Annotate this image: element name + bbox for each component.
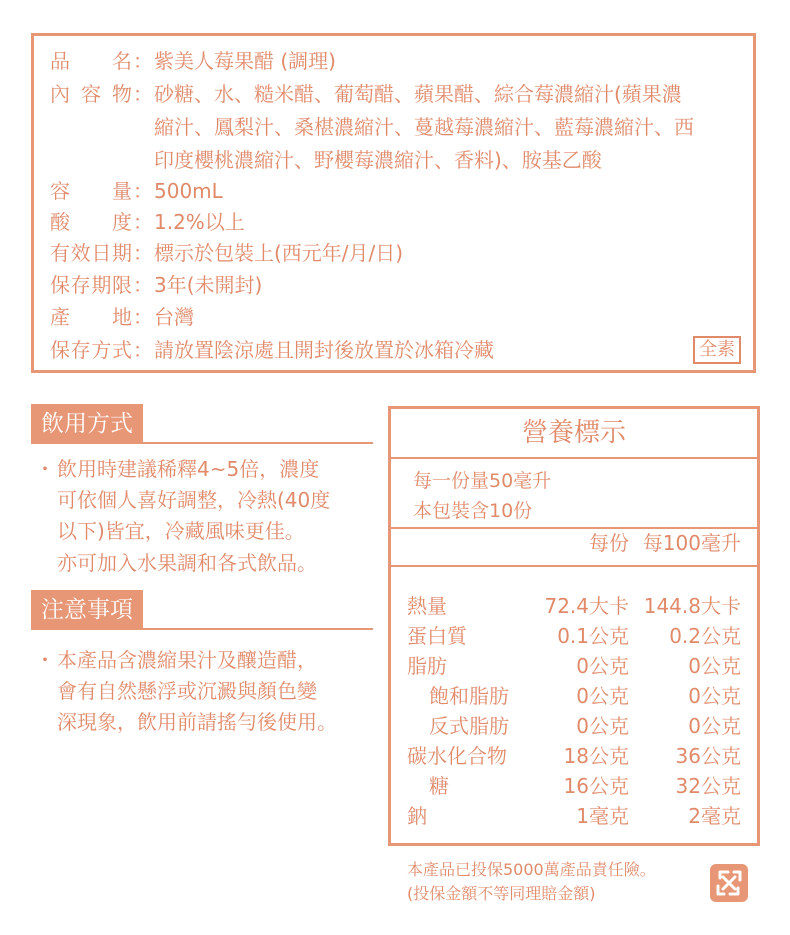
notes-section-title: 注意事項: [31, 590, 143, 630]
nutrient-name: 糖: [429, 774, 449, 798]
notes-line-3: [35, 707, 337, 738]
usage-line-2: [35, 485, 330, 516]
expiry-label: 有效日期: [50, 241, 132, 265]
per-100ml-value: 0公克: [688, 684, 741, 708]
nutrition-row: [391, 771, 757, 801]
notes-text-3: 深現象，飲用前請搖勻後使用。: [57, 710, 337, 734]
nutrition-facts-box: [388, 406, 760, 846]
column-per-serving: 每份: [589, 531, 629, 555]
nutrition-row: [391, 651, 757, 681]
nutrition-row: [391, 621, 757, 651]
nutrient-name: 鈉: [407, 804, 427, 828]
per-serving-value: 16公克: [563, 774, 629, 798]
bullet: ・: [35, 648, 55, 672]
product-info-box: [31, 33, 756, 373]
name-label: 品名: [50, 49, 132, 73]
per-100ml-value: 0公克: [688, 654, 741, 678]
colon: ：: [133, 210, 153, 234]
info-row-shelf-life: [50, 270, 262, 300]
usage-text-4: 亦可加入水果調和各式飲品。: [57, 551, 317, 575]
nutrient-name: 飽和脂肪: [429, 684, 509, 708]
servings-per-package: 本包裝含10份: [413, 500, 533, 522]
acidity-value: 1.2%以上: [154, 210, 245, 234]
origin-value: 台灣: [154, 305, 194, 329]
colon: ：: [133, 305, 153, 329]
column-per-100ml: 每100毫升: [642, 531, 741, 555]
acidity-label: 酸度: [50, 210, 132, 234]
info-row-storage: [50, 335, 494, 365]
nutrient-name: 反式脂肪: [429, 714, 509, 738]
bullet: ・: [35, 457, 55, 481]
usage-divider: [31, 442, 373, 444]
usage-text-3: 以下)皆宜，冷藏風味更佳。: [57, 519, 305, 543]
notes-line-1: [35, 645, 317, 676]
ingredients-line-3: 印度櫻桃濃縮汁、野櫻莓濃縮汁、香料)、胺基乙酸: [154, 148, 602, 172]
nutrition-divider: [391, 457, 757, 459]
per-serving-value: 0公克: [576, 714, 629, 738]
colon: ：: [133, 273, 153, 297]
volume-value: 500mL: [154, 179, 223, 203]
nutrition-row: [391, 591, 757, 621]
per-serving-value: 0.1公克: [557, 624, 629, 648]
storage-label: 保存方式: [50, 338, 132, 362]
origin-label: 產地: [50, 305, 132, 329]
per-100ml-value: 2毫克: [688, 804, 741, 828]
per-100ml-value: 0.2公克: [669, 624, 741, 648]
nutrient-name: 碳水化合物: [407, 744, 507, 768]
recycle-icon: [708, 862, 750, 904]
nutrient-name: 蛋白質: [407, 624, 467, 648]
nutrient-name: 熱量: [407, 594, 447, 618]
insurance-line-2: (投保金額不等同理賠金額): [407, 884, 596, 903]
insurance-line-1: 本產品已投保5000萬產品責任險。: [407, 860, 656, 879]
per-100ml-value: 32公克: [675, 774, 741, 798]
name-value: 紫美人莓果醋 (調理): [154, 49, 336, 73]
per-serving-value: 0公克: [576, 654, 629, 678]
usage-line-1: [35, 454, 319, 485]
ingredients-line-2: 縮汁、鳳梨汁、桑椹濃縮汁、蔓越莓濃縮汁、藍莓濃縮汁、西: [154, 115, 694, 139]
per-100ml-value: 0公克: [688, 714, 741, 738]
volume-label: 容量: [50, 179, 132, 203]
colon: ：: [133, 179, 153, 203]
ingredients-line-1: 砂糖、水、糙米醋、葡萄醋、蘋果醋、綜合莓濃縮汁(蘋果濃: [154, 82, 682, 106]
usage-text-1: 飲用時建議稀釋4~5倍，濃度: [57, 457, 320, 481]
notes-line-2: [35, 676, 317, 707]
serving-size: 每一份量50毫升: [413, 470, 552, 492]
usage-text-2: 可依個人喜好調整，冷熱(40度: [57, 488, 331, 512]
info-row-origin: [50, 302, 194, 332]
notes-text-2: 會有自然懸浮或沉澱與顏色變: [57, 679, 317, 703]
per-100ml-value: 144.8大卡: [643, 594, 741, 618]
nutrition-row: [391, 711, 757, 741]
colon: ：: [133, 82, 153, 106]
colon: ：: [133, 338, 153, 362]
per-100ml-value: 36公克: [675, 744, 741, 768]
shelf-label: 保存期限: [50, 273, 132, 297]
per-serving-value: 1毫克: [576, 804, 629, 828]
storage-value: 請放置陰涼處且開封後放置於冰箱冷藏: [154, 338, 494, 362]
usage-section-title: 飲用方式: [31, 404, 143, 444]
nutrition-row: [391, 801, 757, 831]
insurance-note: [407, 858, 656, 906]
per-serving-value: 18公克: [563, 744, 629, 768]
vegan-badge: 全素: [693, 336, 741, 364]
per-serving-value: 0公克: [576, 684, 629, 708]
info-row-expiry: [50, 238, 403, 268]
notes-text-1: 本產品含濃縮果汁及釀造醋，: [57, 648, 317, 672]
nutrition-row: [391, 681, 757, 711]
nutrition-row: [391, 741, 757, 771]
info-row-name: [50, 46, 336, 76]
notes-divider: [31, 628, 373, 630]
expiry-value: 標示於包裝上(西元年/月/日): [154, 241, 404, 265]
usage-line-3: [35, 516, 305, 547]
nutrient-name: 脂肪: [407, 654, 447, 678]
per-serving-value: 72.4大卡: [544, 594, 629, 618]
shelf-value: 3年(未開封): [154, 273, 263, 297]
ingredients-label: 內容物: [50, 82, 132, 106]
info-row-ingredients: [50, 79, 682, 109]
usage-line-4: [35, 548, 317, 579]
colon: ：: [133, 241, 153, 265]
colon: ：: [133, 49, 153, 73]
nutrition-title: 營養標示: [521, 418, 626, 448]
nutrition-divider: [391, 565, 757, 567]
info-row-acidity: [50, 207, 245, 237]
info-row-volume: [50, 176, 223, 206]
